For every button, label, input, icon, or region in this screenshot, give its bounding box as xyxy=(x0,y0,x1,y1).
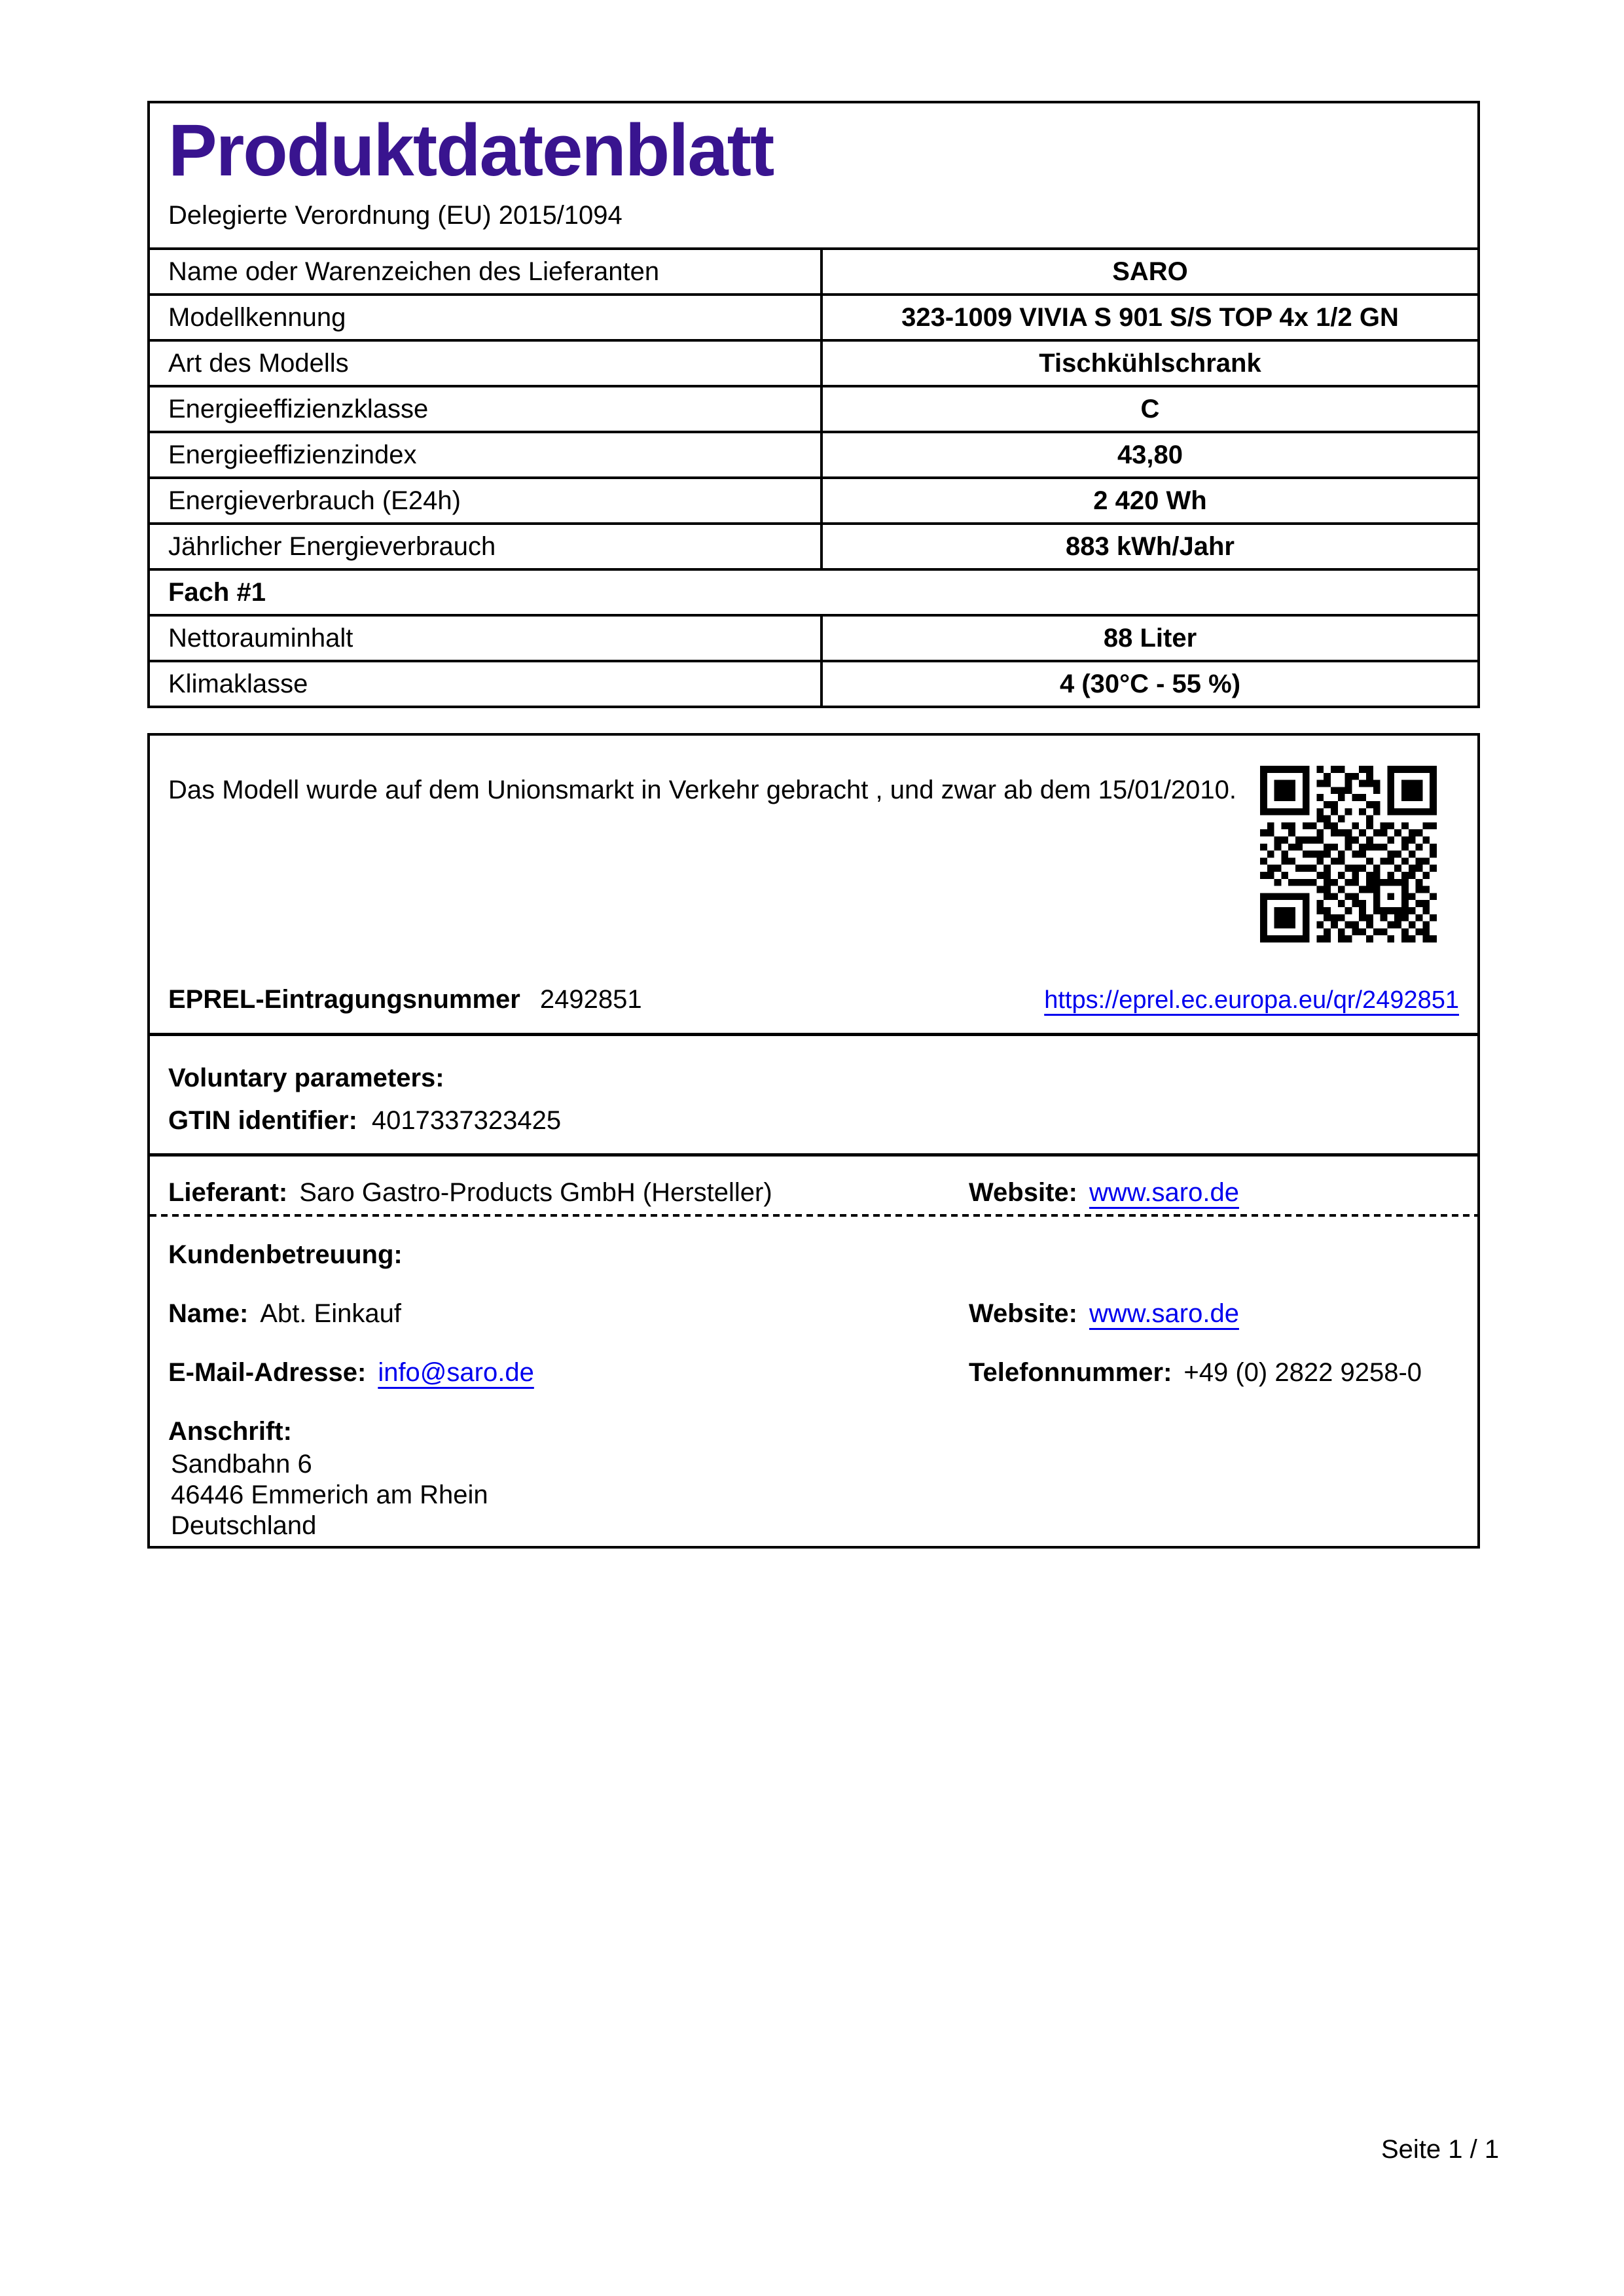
address-line: 46446 Emmerich am Rhein xyxy=(171,1480,488,1509)
address-line: Deutschland xyxy=(171,1511,317,1540)
row-value: SARO xyxy=(1112,257,1188,286)
phone-label: Telefonnummer: xyxy=(969,1358,1172,1387)
website-label: Website: xyxy=(969,1299,1077,1328)
row-value: 2 420 Wh xyxy=(1093,486,1207,515)
supplier-value: Saro Gastro-Products GmbH (Hersteller) xyxy=(299,1178,772,1207)
row-label: Name oder Warenzeichen des Lieferanten xyxy=(150,250,823,293)
row-label: Modellkennung xyxy=(150,296,823,339)
table-row xyxy=(150,339,1477,385)
market-placement-text: Das Modell wurde auf dem Unionsmarkt in Verkehr gebracht , und zwar ab dem 15/01/2010. xyxy=(168,776,1236,804)
gtin-row xyxy=(168,1106,561,1136)
row-label: Energieverbrauch (E24h) xyxy=(150,479,823,522)
gtin-value: 4017337323425 xyxy=(371,1106,562,1135)
table-row xyxy=(150,293,1477,339)
divider xyxy=(150,1153,1477,1157)
table-row xyxy=(150,614,1477,660)
regulation-subtitle: Delegierte Verordnung (EU) 2015/1094 xyxy=(168,201,623,230)
email-link[interactable]: info@saro.de xyxy=(378,1358,534,1387)
row-value: 43,80 xyxy=(1117,440,1183,469)
email-label: E-Mail-Adresse: xyxy=(168,1358,367,1387)
section-label: Fach #1 xyxy=(168,577,266,607)
page-title: Produktdatenblatt xyxy=(168,109,774,191)
page-number: Seite 1 / 1 xyxy=(1381,2135,1500,2164)
eprel-link[interactable]: https://eprel.ec.europa.eu/qr/2492851 xyxy=(1044,986,1459,1014)
row-value: 323-1009 VIVIA S 901 S/S TOP 4x 1/2 GN xyxy=(901,302,1399,332)
row-label: Nettorauminhalt xyxy=(150,617,823,660)
voluntary-parameters-heading: Voluntary parameters: xyxy=(168,1064,444,1092)
contact-email-row xyxy=(168,1358,1459,1388)
table-section-row xyxy=(150,568,1477,614)
row-label: Klimaklasse xyxy=(150,662,823,706)
eprel-number: 2492851 xyxy=(539,985,642,1014)
contact-name-row xyxy=(168,1299,1459,1329)
row-label: Energieeffizienzklasse xyxy=(150,387,823,431)
product-datasheet-card xyxy=(147,101,1480,708)
row-label: Jährlicher Energieverbrauch xyxy=(150,525,823,568)
row-value: Tischkühlschrank xyxy=(1039,348,1261,378)
customer-service-heading: Kundenbetreuung: xyxy=(168,1240,403,1269)
qr-code-icon xyxy=(1260,766,1437,942)
table-row xyxy=(150,385,1477,431)
market-info-card xyxy=(147,733,1480,1549)
table-row xyxy=(150,247,1477,293)
eprel-row xyxy=(168,985,1459,1014)
address-line: Sandbahn 6 xyxy=(171,1450,312,1479)
row-label: Energieeffizienzindex xyxy=(150,433,823,476)
website-label: Website: xyxy=(969,1178,1077,1207)
divider xyxy=(150,1033,1477,1036)
supplier-row xyxy=(168,1178,1459,1208)
row-value: 4 (30°C - 55 %) xyxy=(1059,669,1241,698)
table-row xyxy=(150,431,1477,476)
table-row xyxy=(150,476,1477,522)
table-row xyxy=(150,522,1477,568)
datasheet-header xyxy=(150,103,1477,247)
name-value: Abt. Einkauf xyxy=(260,1299,401,1328)
table-row xyxy=(150,660,1477,706)
phone-value: +49 (0) 2822 9258-0 xyxy=(1183,1358,1422,1387)
row-label: Art des Modells xyxy=(150,342,823,385)
supplier-label: Lieferant: xyxy=(168,1178,288,1207)
support-website-link[interactable]: www.saro.de xyxy=(1089,1299,1239,1328)
row-value: C xyxy=(1140,394,1160,423)
supplier-website-link[interactable]: www.saro.de xyxy=(1089,1178,1239,1207)
row-value: 88 Liter xyxy=(1103,623,1197,653)
row-value: 883 kWh/Jahr xyxy=(1066,531,1235,561)
gtin-label: GTIN identifier: xyxy=(168,1106,357,1135)
address-heading: Anschrift: xyxy=(168,1417,292,1446)
spec-table xyxy=(150,247,1477,706)
dashed-divider xyxy=(150,1214,1477,1217)
name-label: Name: xyxy=(168,1299,249,1328)
eprel-label: EPREL-Eintragungsnummer xyxy=(168,985,520,1014)
